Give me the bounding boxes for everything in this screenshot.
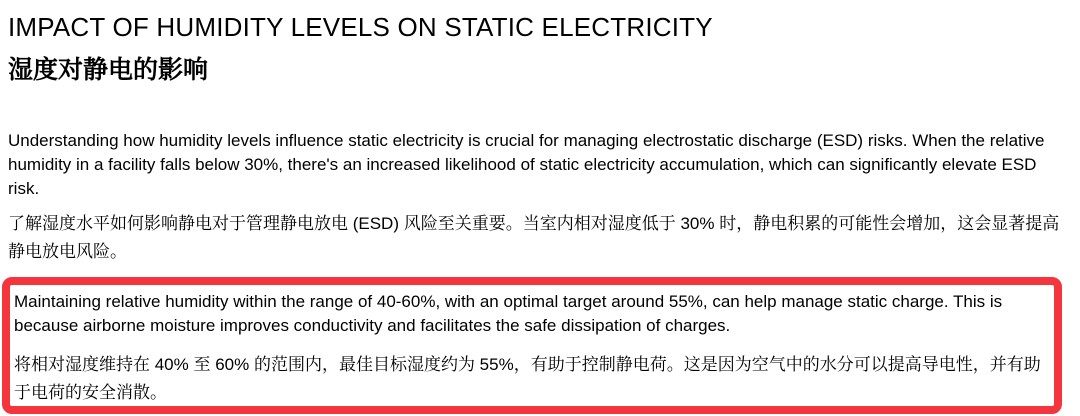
highlight-annotation-box bbox=[2, 277, 1062, 414]
intro-paragraph-zh: 了解湿度水平如何影响静电对于管理静电放电 (ESD) 风险至关重要。当室内相对湿度低于 30% 时，静电积累的可能性会增加，这会显著提高静电放电风险。 bbox=[8, 214, 1060, 261]
page-title-zh: 湿度对静电的影响 bbox=[8, 56, 209, 84]
page-title-en: IMPACT OF HUMIDITY LEVELS ON STATIC ELECTRICITY bbox=[8, 12, 713, 42]
highlight-paragraph-en: Maintaining relative humidity within the range of 40-60%, with an optimal target around 55%, can help manage static charge. This is because airborne moisture improves conductivity and facilitates the safe dissipation of charges. bbox=[14, 292, 1003, 335]
intro-paragraph-en: Understanding how humidity levels influence static electricity is crucial for managing electrostatic discharge (ESD) risks. When the relative humidity in a facility falls below 30%, there's an increased likelihood of static electricity accumulation, which can significantly elevate ESD risk. bbox=[8, 131, 1045, 198]
highlight-paragraph-zh: 将相对湿度维持在 40% 至 60% 的范围内，最佳目标湿度约为 55%，有助于控制静电荷。这是因为空气中的水分可以提高导电性，并有助于电荷的安全消散。 bbox=[14, 355, 1041, 402]
